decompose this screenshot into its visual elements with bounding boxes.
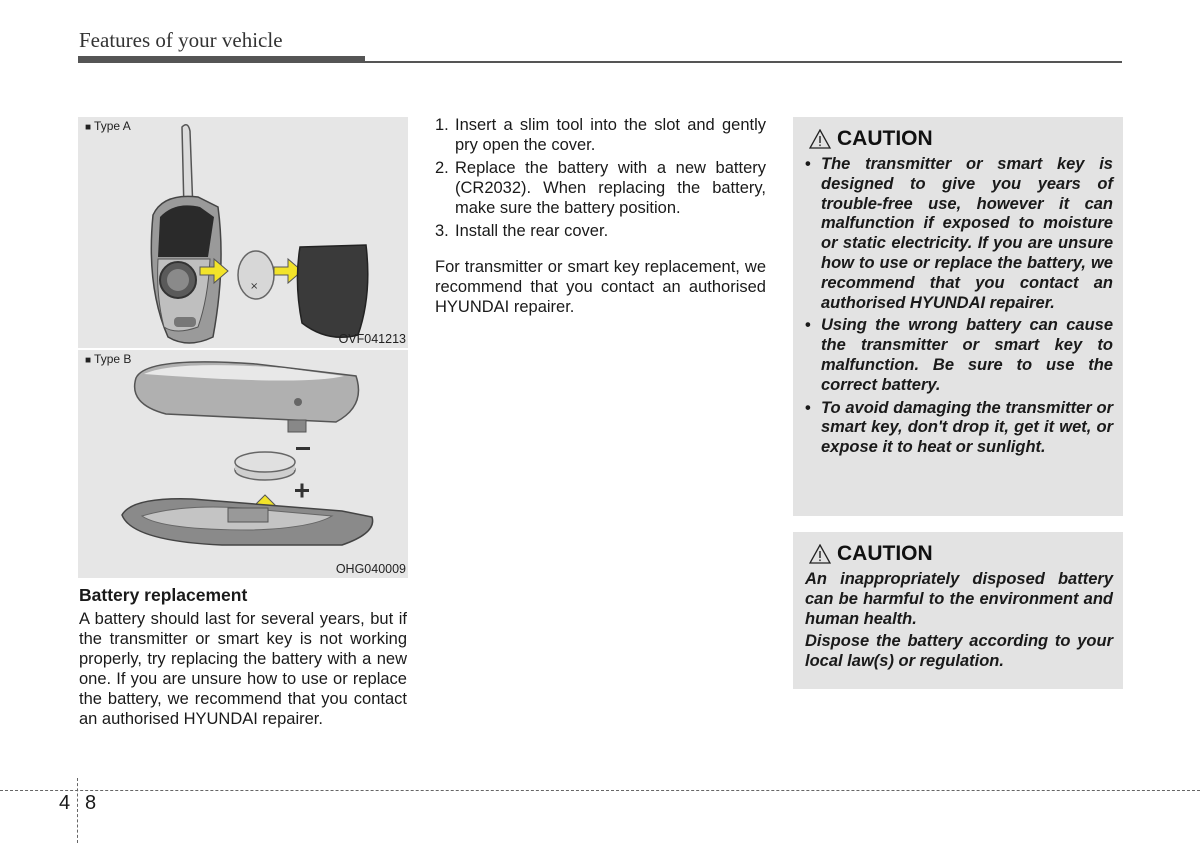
figure-type-b [78, 350, 408, 578]
caution-box [793, 117, 1123, 516]
page-chapter-number: 4 [59, 792, 71, 814]
figure-label: ■ Type B [85, 352, 132, 366]
caution-heading: CAUTION [809, 127, 933, 151]
warning-triangle-icon [809, 544, 831, 564]
caution-heading: CAUTION [809, 542, 933, 566]
key-type-a-illustration [78, 117, 408, 348]
caution-paragraph: Dispose the battery according to your local law(s) or regulation. [805, 632, 1113, 670]
figure-label: ■ Type A [85, 119, 131, 133]
figure-code: OHG040009 [335, 562, 406, 576]
caution-item: • To avoid damaging the transmitter or smart key, don't drop it, get it wet, or expose it to heat or sunlight. [805, 398, 1113, 457]
warning-triangle-icon [809, 129, 831, 149]
figure-code: OVF041213 [338, 332, 406, 346]
caution-paragraph: An inappropriately disposed battery can be harmful to the environment and human health. [805, 570, 1113, 628]
caution-box-disposal [793, 532, 1123, 689]
caution-item: • Using the wrong battery can cause the transmitter or smart key to malfunction. Be sure to use the correct battery. [805, 316, 1113, 394]
caution-list [805, 155, 1113, 461]
footer-divider-vertical [77, 778, 78, 843]
header-rule-thin [365, 61, 1122, 63]
battery-section-body: A battery should last for several years, but if the transmitter or smart key is not working properly, try replacing the battery with a new one. If you are unsure how to use or replace the battery, we recommend that you contact an authorised HYUNDAI repairer. [79, 610, 407, 728]
footer-divider [0, 790, 1200, 791]
section-title-battery-replacement: Battery replacement [79, 585, 248, 605]
key-type-b-illustration [78, 350, 408, 578]
header-rule [78, 56, 365, 63]
recommendation-paragraph: For transmitter or smart key replacement, we recommend that you contact an authorised HYUNDAI repairer. [435, 258, 766, 316]
page-number: 8 [85, 792, 97, 814]
step-item: 3. Install the rear cover. [435, 222, 609, 240]
page-header-title: Features of your vehicle [79, 28, 283, 52]
step-item: 2. Replace the battery with a new battery (CR2032). When replacing the battery, make sure the battery position. [435, 159, 766, 217]
caution-item: • The transmitter or smart key is designed to give you years of trouble-free use, however it can malfunction if exposed to moisture or static electricity. If you are unsure how to use or replace the battery, we recommend that you contact an authorised HYUNDAI repairer. [805, 155, 1113, 312]
replacement-steps [435, 115, 766, 244]
figure-type-a [78, 117, 408, 348]
svg-text:×: × [250, 281, 259, 292]
step-item: 1. Insert a slim tool into the slot and gently pry open the cover. [435, 116, 766, 154]
